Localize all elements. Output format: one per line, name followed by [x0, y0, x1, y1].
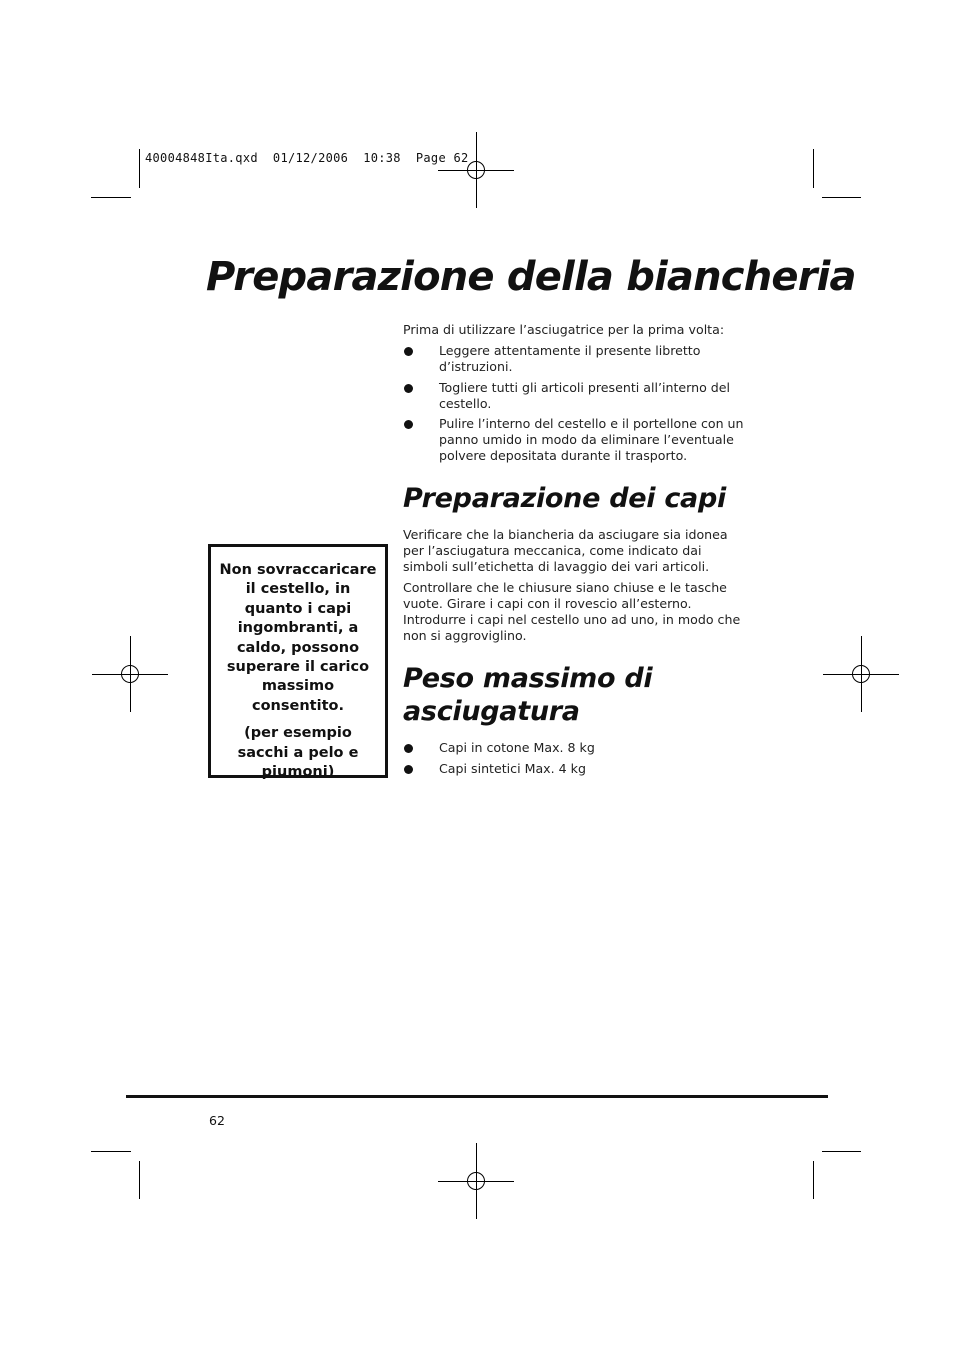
page-title: Preparazione della biancheria — [206, 254, 856, 300]
list-item — [403, 380, 748, 412]
crop-mark — [139, 1161, 140, 1199]
bullet-text: Togliere tutti gli articoli presenti all’interno del cestello. — [439, 380, 731, 411]
bullet-icon — [404, 744, 413, 753]
crop-mark — [822, 197, 861, 198]
footer-rule — [126, 1095, 828, 1098]
bullet-icon — [404, 347, 413, 356]
registration-mark-icon — [438, 1143, 514, 1219]
crop-mark — [139, 149, 140, 188]
list-item — [403, 343, 748, 375]
bullet-icon — [404, 384, 413, 393]
warning-example: (per esempio sacchi a pelo e piumoni) — [237, 725, 359, 781]
warning-text: Non sovraccaricare il cestello, in quanto i capi ingombranti, a caldo, possono superare il carico massimo consentito. — [219, 562, 377, 714]
bullet-icon — [404, 420, 413, 429]
section-heading-capi: Preparazione dei capi — [403, 483, 726, 514]
registration-mark-icon — [823, 636, 899, 712]
registration-mark-icon — [92, 636, 168, 712]
list-item — [403, 416, 748, 464]
intro-lead: Prima di utilizzare l’asciugatrice per la prima volta: — [403, 322, 725, 337]
page-number: 62 — [209, 1113, 225, 1128]
crop-mark — [822, 1151, 861, 1152]
print-slug: 40004848Ita.qxd 01/12/2006 10:38 Page 62 — [145, 151, 469, 165]
bullet-text: Pulire l’interno del cestello e il portellone con un panno umido in modo da eliminare l’eventuale polvere depositata durante il trasporto. — [439, 416, 744, 463]
bullet-text: Capi in cotone Max. 8 kg — [439, 740, 595, 755]
crop-mark — [813, 1161, 814, 1199]
warning-box — [208, 544, 388, 781]
list-item — [403, 761, 748, 777]
crop-mark — [813, 149, 814, 188]
list-item — [403, 740, 748, 756]
section-heading-peso: Peso massimo di asciugatura — [403, 663, 653, 727]
bullet-text: Capi sintetici Max. 4 kg — [439, 761, 586, 776]
capi-paragraph: Controllare che le chiusure siano chiuse e le tasche vuote. Girare i capi con il rovescio all’esterno. Introdurre i capi nel cestello uno ad uno, in modo che non si aggroviglino. — [403, 580, 741, 643]
bullet-text: Leggere attentamente il presente libretto d’istruzioni. — [439, 343, 701, 374]
bullet-icon — [404, 765, 413, 774]
crop-mark — [91, 1151, 131, 1152]
peso-bullet-list — [403, 740, 748, 782]
intro-bullet-list — [403, 343, 748, 464]
capi-paragraph: Verificare che la biancheria da asciugare sia idonea per l’asciugatura meccanica, come indicato dai simboli sull’etichetta di lavaggio dei vari articoli. — [403, 527, 728, 574]
crop-mark — [91, 197, 131, 198]
registration-mark-icon — [438, 132, 514, 208]
